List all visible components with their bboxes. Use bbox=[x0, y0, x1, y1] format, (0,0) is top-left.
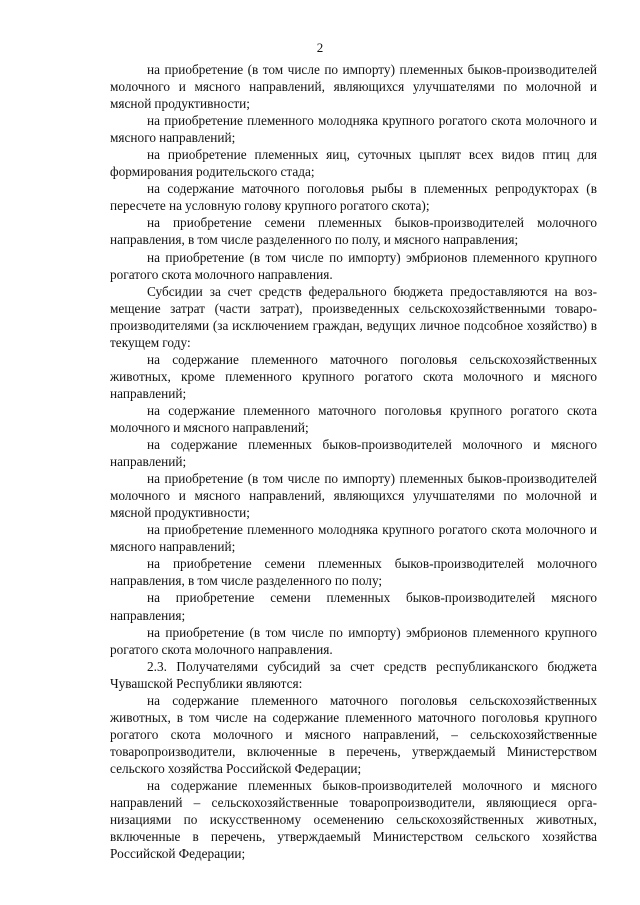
paragraph: на содержание племенного маточного поголовья сельскохозяйственных животных, кроме племенного крупного рогатого скота молочного и мясного направлений; bbox=[110, 351, 597, 401]
page-number: 2 bbox=[316, 40, 324, 55]
paragraph: на приобретение племенных яиц, суточных цыплят всех видов птиц для формирования родительского стада; bbox=[110, 147, 597, 180]
paragraph: на приобретение (в том числе по импорту) племенных быков-производителей молочного и мясного направлений, являющихся улучшателями по молочной и мясной продуктивности; bbox=[110, 471, 597, 521]
paragraph: на приобретение (в том числе по импорту) племенных быков-производителей молочного и мясного направлений, являющихся улучшателями по молочной и мясной продуктивности; bbox=[110, 62, 597, 112]
paragraph: на содержание племенного маточного поголовья сельскохозяйственных животных, в том числе на содержание племенного маточного поголовья крупного рогатого скота молочного и мясного направлений, – сельскохозяйственные товаропроизводители, включенные в перечень, утверждаемый Министерством сельского хозяйства Российской Федерации; bbox=[110, 692, 597, 776]
paragraph: на приобретение племенного молодняка крупного рогатого скота молочного и мясного направлений; bbox=[110, 113, 597, 146]
paragraph: Субсидии за счет средств федерального бюджета предоставляются на возмещение затрат (части затрат), произведенных сельскохозяйственными товаропроизводителями (за исключением граждан, ведущих личное подсобное хозяйство) в текущем году: bbox=[110, 283, 597, 350]
section-paragraph: 2.3. Получателями субсидий за счет средств республиканского бюджета Чувашской Республики являются: bbox=[110, 658, 597, 691]
paragraph: на приобретение семени племенных быков-производителей молочного направления, в том числе разделенного по полу; bbox=[110, 556, 597, 589]
paragraph: на содержание племенных быков-производителей молочного и мясного направлений – сельскохозяйственные товаропроизводители, являющиеся организациями по искусственному осеменению сельскохозяйственных животных, включенные в перечень, утверждаемый Министерством сельского хозяйства Российской Федерации; bbox=[110, 777, 597, 862]
paragraph: на приобретение семени племенных быков-производителей молочного направления, в том числе разделенного по полу, и мясного направления; bbox=[110, 215, 597, 248]
paragraph: на приобретение семени племенных быков-производителей мясного направления; bbox=[110, 590, 597, 623]
document-body bbox=[110, 61, 597, 862]
paragraph: на приобретение (в том числе по импорту) эмбрионов племенного крупного рогатого скота молочного направления. bbox=[110, 249, 597, 282]
paragraph: на содержание маточного поголовья рыбы в племенных репродукторах (в пересчете на условную голову крупного рогатого скота); bbox=[110, 181, 597, 214]
paragraph: на приобретение племенного молодняка крупного рогатого скота молочного и мясного направлений; bbox=[110, 522, 597, 555]
paragraph: на содержание племенного маточного поголовья крупного рогатого скота молочного и мясного направлений; bbox=[110, 402, 597, 435]
paragraph: на приобретение (в том числе по импорту) эмбрионов племенного крупного рогатого скота молочного направления. bbox=[110, 624, 597, 657]
paragraph: на содержание племенных быков-производителей молочного и мясного направлений; bbox=[110, 437, 597, 470]
